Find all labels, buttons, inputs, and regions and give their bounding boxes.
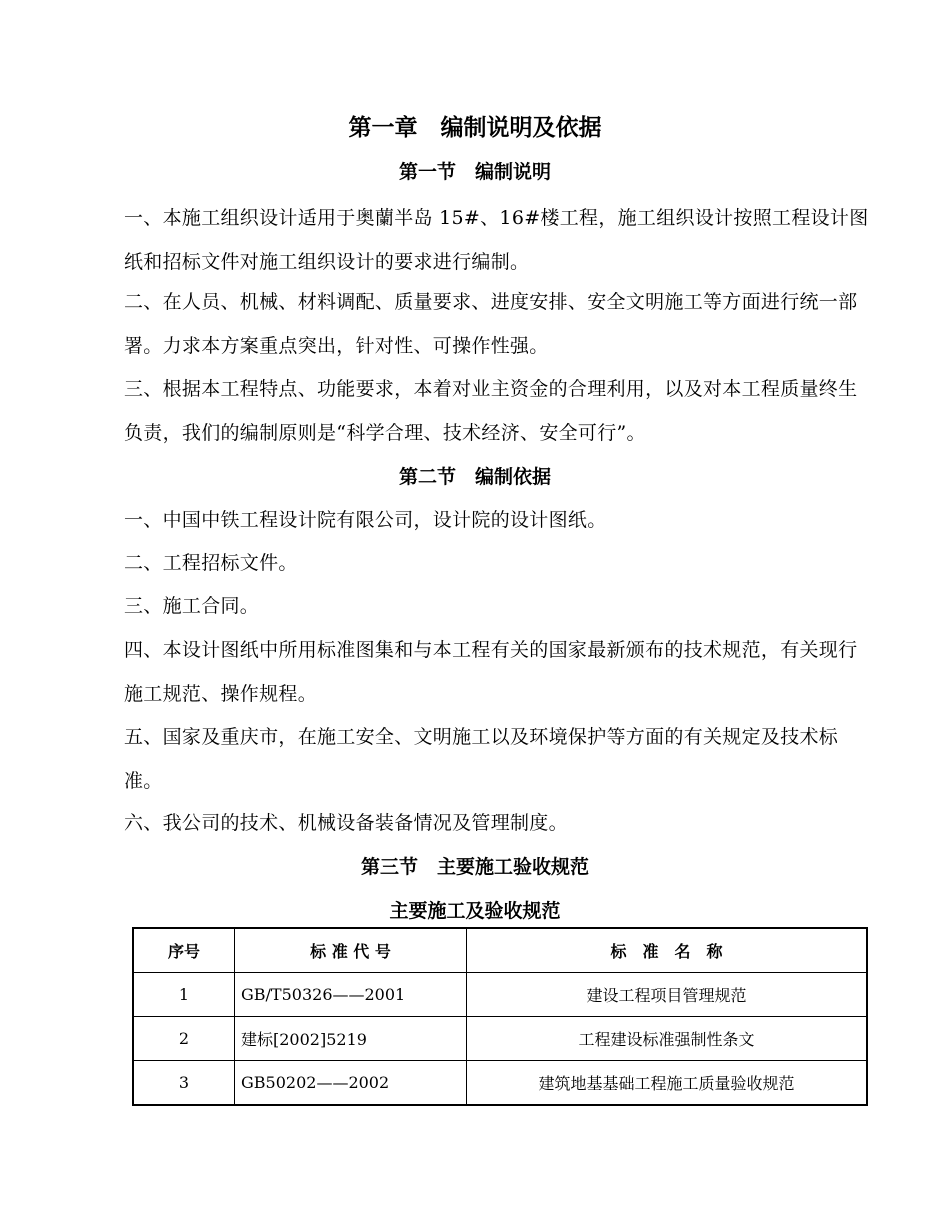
cell-index: 2 <box>133 1017 235 1061</box>
section-1-paragraph-3: 三、根据本工程特点、功能要求，本着对业主资金的合理利用，以及对本工程质量终生负责，我们的编制原则是“科学合理、技术经济、安全可行”。 <box>124 378 858 444</box>
header-name: 标 准 名 称 <box>467 928 868 973</box>
table-row <box>133 1017 867 1061</box>
section-2-paragraph-5: 五、国家及重庆市，在施工安全、文明施工以及环境保护等方面的有关规定及技术标准。 <box>124 726 839 792</box>
table-row <box>133 973 867 1017</box>
section-2-title: 第二节 编制依据 <box>398 466 551 488</box>
section-2-paragraph-3: 三、施工合同。 <box>124 595 260 617</box>
section-3-title: 第三节 主要施工验收规范 <box>360 856 589 878</box>
cell-code: GB/T50326——2001 <box>235 973 467 1017</box>
cell-name: 工程建设标准强制性条文 <box>467 1017 868 1061</box>
cell-index: 1 <box>133 973 235 1017</box>
section-2-paragraph-4: 四、本设计图纸中所用标准图集和与本工程有关的国家最新颁布的技术规范，有关现行施工规范、操作规程。 <box>124 639 858 705</box>
chapter-title: 第一章 编制说明及依据 <box>348 115 602 141</box>
header-index: 序号 <box>133 928 235 973</box>
section-1-title: 第一节 编制说明 <box>398 161 551 183</box>
cell-code: GB50202——2002 <box>235 1061 467 1106</box>
section-2-paragraph-1: 一、中国中铁工程设计院有限公司，设计院的设计图纸。 <box>124 509 607 531</box>
standards-table <box>132 927 868 1106</box>
table-title: 主要施工及验收规范 <box>389 900 561 922</box>
table-row <box>133 1061 867 1106</box>
header-code: 标 准 代 号 <box>235 928 467 973</box>
table-header-row <box>133 928 867 973</box>
cell-name: 建设工程项目管理规范 <box>467 973 868 1017</box>
section-2-paragraph-2: 二、工程招标文件。 <box>124 552 298 574</box>
section-1-paragraph-1: 一、本施工组织设计适用于奥蘭半岛 15#、16#楼工程，施工组织设计按照工程设计图纸和招标文件对施工组织设计的要求进行编制。 <box>124 207 869 273</box>
cell-code: 建标[2002]5219 <box>235 1017 467 1061</box>
cell-name: 建筑地基基础工程施工质量验收规范 <box>467 1061 868 1106</box>
section-1-paragraph-2: 二、在人员、机械、材料调配、质量要求、进度安排、安全文明施工等方面进行统一部署。力求本方案重点突出，针对性、可操作性强。 <box>124 291 858 357</box>
section-2-paragraph-6: 六、我公司的技术、机械设备装备情况及管理制度。 <box>124 812 568 834</box>
cell-index: 3 <box>133 1061 235 1106</box>
